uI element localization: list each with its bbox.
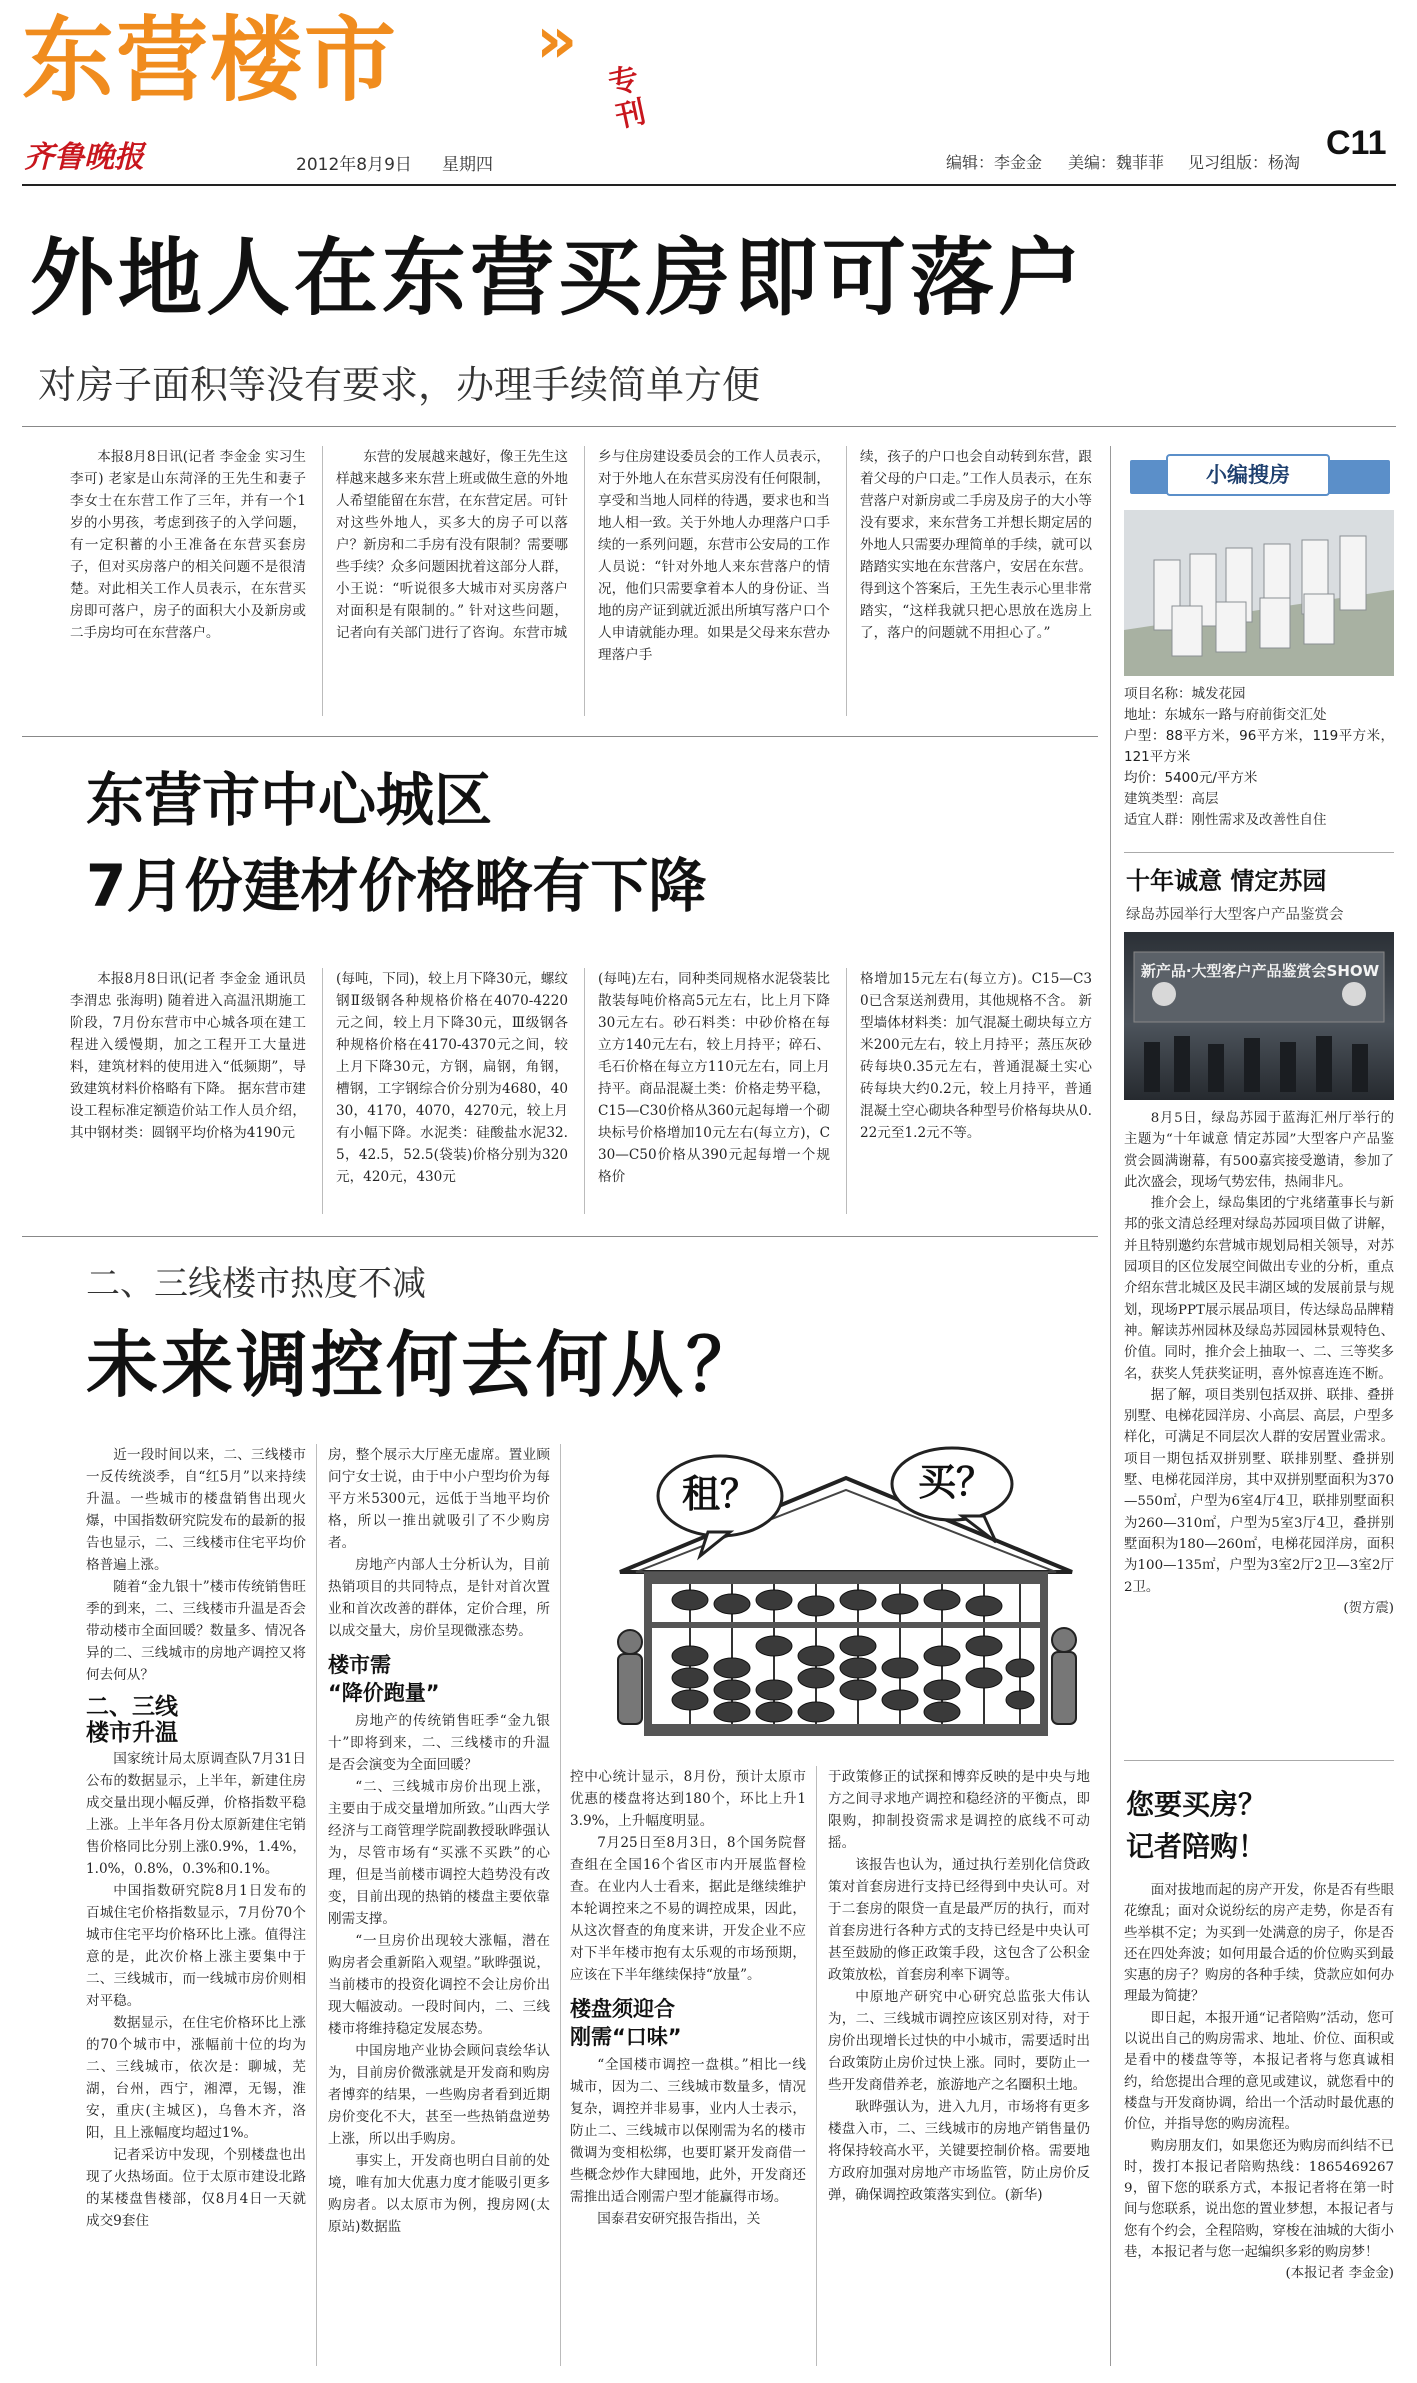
feature-headline: 十年诚意 情定苏园 (1126, 867, 1327, 895)
event-banner-text: 新产品·大型客户产品鉴赏会SHOW (1140, 962, 1380, 980)
article1-col2: 东营的发展越来越好，像王先生这样越来越多来东营上班或做生意的外地人希望能留在东营，在东营定居。可针对这些外地人，买多大的房子可以落户？新房和二手房有没有限制？需要哪些手续？众多问题困扰着这部分人群，小王说：“听说很多大城市对买房落户对面积是有限制的。” 针对这些问题，记者向有关部门进行了咨询。东营市城 (336, 449, 568, 641)
abacus-cartoon (600, 1444, 1092, 1748)
article3-col2-subhead-2: “降价跑量” (328, 1681, 440, 1705)
article3-kicker: 二、三线楼市热度不减 (86, 1264, 426, 1304)
article3-headline: 未来调控何去何从？ (86, 1323, 762, 1407)
service-body: 面对拔地而起的房产开发，你是否有些眼花缭乱；面对众说纷纭的房产走势，你是否有些举棋不定；为买到一处满意的房子，你是否还在四处奔波；如何用最合适的价位购买到最实惠的房子？购房的各种手续，贷款应如何办理最为简捷？ 即日起，本报开通“记者陪购”活动，您可以说出自己的购房需求、地址、价位、面积或是看中的楼盘等等，本报记者将与您真诚相约，给您提出合理的意见或建议，就您看中的楼盘与开发商协调，给出一个活动时最优惠的价位，并指导您的购房流程。 购房朋友们，如果您还为购房而纠结不已时，拨打本报记者陪购热线：18654692679，留下您的联系方式，本报记者将在第一时间与您联系，说出您的置业梦想，本报记者与您有个约会，全程陪购，穿梭在油城的大街小巷，本报记者与您一起编织多彩的购房梦！ (本报记者 李金金) (1124, 1880, 1394, 2368)
feature-byline: (贺方震) (1343, 1600, 1394, 1616)
event-photo (1124, 932, 1394, 1100)
article1-subheadline: 对房子面积等没有要求，办理手续简单方便 (38, 363, 761, 407)
article1-headline: 外地人在东营买房即可落户 (30, 229, 1087, 327)
article3-col3-subhead-1: 楼盘须迎合 (570, 1997, 675, 2021)
proofreader-credit: 见习组版：杨淘 (1188, 153, 1301, 172)
special-issue-badge: 专刊 (605, 61, 650, 136)
project-address: 地址：东城东一路与府前街交汇处 (1124, 707, 1327, 723)
chevrons-icon: » (536, 4, 578, 78)
buildings-illustration (1124, 510, 1394, 676)
newspaper-logo: 齐鲁晚报 (24, 140, 144, 175)
project-info (1124, 684, 1394, 831)
article2-headline-line2: 7月份建材价格略有下降 (86, 852, 707, 920)
article2-col4: 格增加15元左右(每立方)。C15—C30已含泵送剂费用，其他规格不含。 新型墙体材料类：加气混凝土砌块每立方米200元左右，较上月持平；蒸压灰砂砖每块0.35元左右，普通混凝土实心砖每块大约0.2元，较上月持平，普通混凝土空心砌块各种型号价格每块从0.22元至1.2元不等。 (860, 971, 1092, 1141)
sidebar-section-tag (1130, 454, 1390, 498)
project-unit-types: 户型：88平方米，96平方米，119平方米，121平方米 (1124, 728, 1394, 765)
section-title: 东营楼市 (22, 7, 399, 114)
art-editor-credit: 美编：魏菲菲 (1068, 153, 1165, 172)
article2-headline-line1: 东营市中心城区 (86, 766, 493, 834)
abacus-house-illustration (600, 1444, 1092, 1748)
article2-col3: (每吨)左右，同种类同规格水泥袋装比散装每吨价格高5元左右，比上月下降30元左右。砂石料类：中砂价格在每立方140元左右，较上月持平；碎石、毛石价格在每立方110元左右，同上月持平。商品混凝土类：价格走势平稳，C15—C30价格从360元起每增一个砌块标号价格增加10元左右(每立方)，C30—C50价格从390元起每增一个规格价 (598, 971, 830, 1185)
project-aerial-photo (1124, 510, 1394, 676)
article3-col2-subhead-1: 楼市需 (328, 1653, 391, 1677)
article1-col1: 本报8月8日讯(记者 李金金 实习生 李可) 老家是山东菏泽的王先生和妻子李女士在东营工作了三年，并有一个1岁的小男孩，考虑到孩子的入学问题，有一定积蓄的小王准备在东营买套房子，但对买房落户的相关问题不是很清楚。对此相关工作人员表示，在东营买房即可落户，房子的面积大小及新房或二手房均可在东营落户。 (70, 449, 306, 641)
service-byline: (本报记者 李金金) (1285, 2266, 1394, 2282)
bubble-rent-text: 租？ (682, 1472, 759, 1516)
article2-col1: 本报8月8日讯(记者 李金金 通讯员 李渭忠 张海明) 随着进入高温汛期施工阶段，7月份东营市中心城各项在建工程进入缓慢期，加之工程开工大量进料，建筑材料的使用进入“低频期”，导致建筑材料价格略有下降。 据东营市建设工程标准定额造价站工作人员介绍，其中钢材类：圆钢平均价格为4190元 (70, 971, 306, 1141)
article3-col3: 控中心统计显示，8月份，预计太原市优惠的楼盘将达到180个，环比上升13.9%，上升幅度明显。 7月25日至8月3日，8个国务院督查组在全国16个省区市内开展监督检查。在业内人士看来，据此是继续维护本轮调控来之不易的调控成果，因此，从这次督查的角度来讲，开发企业不应对下半年楼市抱有太乐观的市场预期，应该在下半年继续保持“放量”。 楼盘须迎合 刚需“口味” “全国楼市调控一盘棋。”相比一线城市，因为二、三线城市数量多，情况复杂，调控并非易事，业内人士表示，防止二、三线城市以保刚需为名的楼市微调为变相松绑，也要盯紧开发商借一些概念炒作大肆囤地，此外，开发商还需推出适合刚需户型才能赢得市场。 国泰君安研究报告指出，关 (570, 1769, 806, 2227)
service-headline-line2: 记者陪购！ (1126, 1830, 1267, 1863)
service-headline-line1: 您要买房？ (1126, 1788, 1267, 1821)
article3-col1-subhead-1: 二、三线 (86, 1694, 178, 1720)
project-name: 项目名称：城发花园 (1124, 686, 1246, 702)
feature-subhead: 绿岛苏园举行大型客户产品鉴赏会 (1126, 907, 1344, 923)
masthead (0, 0, 1417, 190)
issue-weekday: 星期四 (442, 155, 493, 175)
article3-col3-subhead-2: 刚需“口味” (570, 2025, 682, 2049)
page-number: C11 (1326, 124, 1387, 162)
article2-col2: (每吨，下同)，较上月下降30元，螺纹钢Ⅱ级钢各种规格价格在4070-4220元之间，较上月下降30元，Ⅲ级钢各种规格价格在4170-4370元之间，较上月下降30元，方钢，扁钢，角钢，槽钢，工字钢综合价分别为4680，4030，4170，4070，4270元，较上月有小幅下降。水泥类：硅酸盐水泥32.5，42.5，52.5(袋装)价格分别为320元，420元，430元 (336, 971, 568, 1185)
article3-col2: 房，整个展示大厅座无虚席。置业顾问宁女士说，由于中小户型均价为每平方米5300元，远低于当地平均价格，所以一推出就吸引了不少购房者。 房地产内部人士分析认为，目前热销项目的共同特点，是针对首次置业和首次改善的群体，定价合理，所以成交量大，房价呈现微涨态势。 楼市需 “降价跑量” 房地产的传统销售旺季“金九银十”即将到来，二、三线楼市的升温是否会演变为全面回暖？ “二、三线城市房价出现上涨，主要由于成交量增加所致。”山西大学经济与工商管理学院副教授耿晔强认为，尽管市场有“买涨不买跌”的心理，但是当前楼市调控大趋势没有改变，目前出现的热销的楼盘主要依靠刚需支撑。 “一旦房价出现较大涨幅，潜在购房者会重新陷入观望。”耿晔强说，当前楼市的投资化调控不会让房价出现大幅波动。一段时间内，二、三线楼市将维持稳定发展态势。 中国房地产业协会顾问袁绘华认为，目前房价微涨就是开发商和购房者博弈的结果，一些购房者看到近期房价变化不大，甚至一些热销盘逆势上涨，所以出手购房。 事实上，开发商也明白目前的处境，唯有加大优惠力度才能吸引更多购房者。以太原市为例，搜房网(太原站)数据监 (328, 1447, 550, 2235)
bubble-buy-text: 买？ (918, 1460, 995, 1504)
issue-date: 2012年8月9日 (296, 155, 412, 175)
article1-col3: 乡与住房建设委员会的工作人员表示，对于外地人在东营买房没有任何限制，享受和当地人同样的待遇，要求也和当地人相一致。关于外地人办理落户口手续的一系列问题，东营市公安局的工作人员说：“针对外地人来东营落户的情况，他们只需要拿着本人的身份证、当地的房产证到就近派出所填写落户口个人申请就能办理。如果是父母来东营办理落户手 (598, 449, 830, 663)
stage-illustration (1124, 932, 1394, 1100)
article1-col4: 续，孩子的户口也会自动转到东营，跟着父母的户口走。”工作人员表示，在东营落户对新房或二手房及房子的大小等没有要求，来东营务工并想长期定居的外地人只需要办理简单的手续，就可以踏踏实实地在东营落户，安居在东营。 得到这个答案后，王先生表示心里非常踏实，“这样我就只把心思放在选房上了，落户的问题就不用担心了。” (860, 449, 1092, 641)
project-avg-price: 均价：5400元/平方米 (1124, 770, 1258, 786)
project-building-type: 建筑类型：高层 (1124, 791, 1219, 807)
article3-col4: 于政策修正的试探和博弈反映的是中央与地方之间寻求地产调控和稳经济的平衡点，即限购，抑制投资需求是调控的底线不可动摇。 该报告也认为，通过执行差别化信贷政策对首套房进行支持已经得到中央认可。对于二套房的限贷一直是最严厉的执行，而对首套房进行各种方式的支持已经是中央认可甚至鼓励的修正政策手段，这包含了公积金政策放松，首套房利率下调等。 中原地产研究中心研究总监张大伟认为，二、三线城市调控应该区别对待，对于房价出现增长过快的中小城市，需要适时出台政策防止房价过快上涨。同时，要防止一些开发商借养老，旅游地产之名圈积土地。 耿晔强认为，进入九月，市场将有更多楼盘入市，二、三线城市的房地产销售量仍将保持较高水平，关键要控制价格。需要地方政府加强对房地产市场监管，防止房价反弹，确保调控政策落实到位。(新华) (828, 1769, 1090, 2203)
article3-col1: 近一段时间以来，二、三线楼市一反传统淡季，自“红5月”以来持续升温。一些城市的楼盘销售出现火爆，中国指数研究院发布的最新的报告也显示，二、三线楼市住宅平均价格普遍上涨。 随着“金九银十”楼市传统销售旺季的到来，二、三线楼市升温是否会带动楼市全面回暖？数量多、情况各异的二、三线城市的房地产调控又将何去何从？ 二、三线 楼市升温 国家统计局太原调查队7月31日公布的数据显示，上半年，新建住房成交量出现小幅反弹，价格指数平稳上涨。上半年各月份太原新建住宅销售价格同比分别上涨0.9%，1.4%，1.0%，0.8%，0.3%和0.1%。 中国指数研究院8月1日发布的百城住宅价格指数显示，7月份70个城市住宅平均价格环比上涨。值得注意的是，此次价格上涨主要集中于二、三线城市，而一线城市房价则相对平稳。 数据显示，在住宅价格环比上涨的70个城市中，涨幅前十位的均为二、三线城市，依次是：聊城，芜湖，台州，西宁，湘潭，无锡，淮安，重庆(主城区)，乌鲁木齐，洛阳，且上涨幅度均超过1%。 记者采访中发现，个别楼盘也出现了火热场面。位于太原市建设北路的某楼盘售楼部，仅8月4日一天就成交9套住 (86, 1447, 306, 2229)
article3-col1-subhead-2: 楼市升温 (86, 1720, 178, 1746)
project-suitable-buyers: 适宜人群：刚性需求及改善性自住 (1124, 812, 1327, 828)
feature-body: 8月5日，绿岛苏园于蓝海汇州厅举行的主题为“十年诚意 情定苏园”大型客户产品鉴赏会圆满谢幕，有500嘉宾接受邀请，参加了此次盛会，现场气势宏伟，热闹非凡。 推介会上，绿岛集团的宁兆绪董事长与新邦的张文清总经理对绿岛苏园项目做了讲解，并且特别邀约东营城市规划局相关领导，对苏园项目的区位发展空间做出专业的分析，重点介绍东营北城区及民丰湖区域的发展前景与规划，现场PPT展示展品项目，传达绿岛品牌精神。解读苏州园林及绿岛苏园园林景观特色、价值。同时，推介会上抽取一、二、三等奖多名，获奖人凭获奖证明，喜外惊喜连连不断。 据了解，项目类别包括双拼、联排、叠拼别墅、电梯花园洋房、小高层、高层，户型多样化，可满足不同层次人群的安居置业需求。项目一期包括双拼别墅、联排别墅、叠拼别墅、电梯花园洋房，其中双拼别墅面积为370—550㎡，户型为6室4厅4卫，联排别墅面积为260—310㎡，户型为5室3厅4卫，叠拼别墅面积为180—260㎡，电梯花园洋房，面积为100—135㎡，户型为3室2厅2卫—3室2厅2卫。 (贺方震) (1124, 1108, 1394, 1708)
sidebar-section-tag-label: 小编搜房 (1206, 463, 1290, 487)
editor-credit: 编辑：李金金 (946, 153, 1043, 172)
